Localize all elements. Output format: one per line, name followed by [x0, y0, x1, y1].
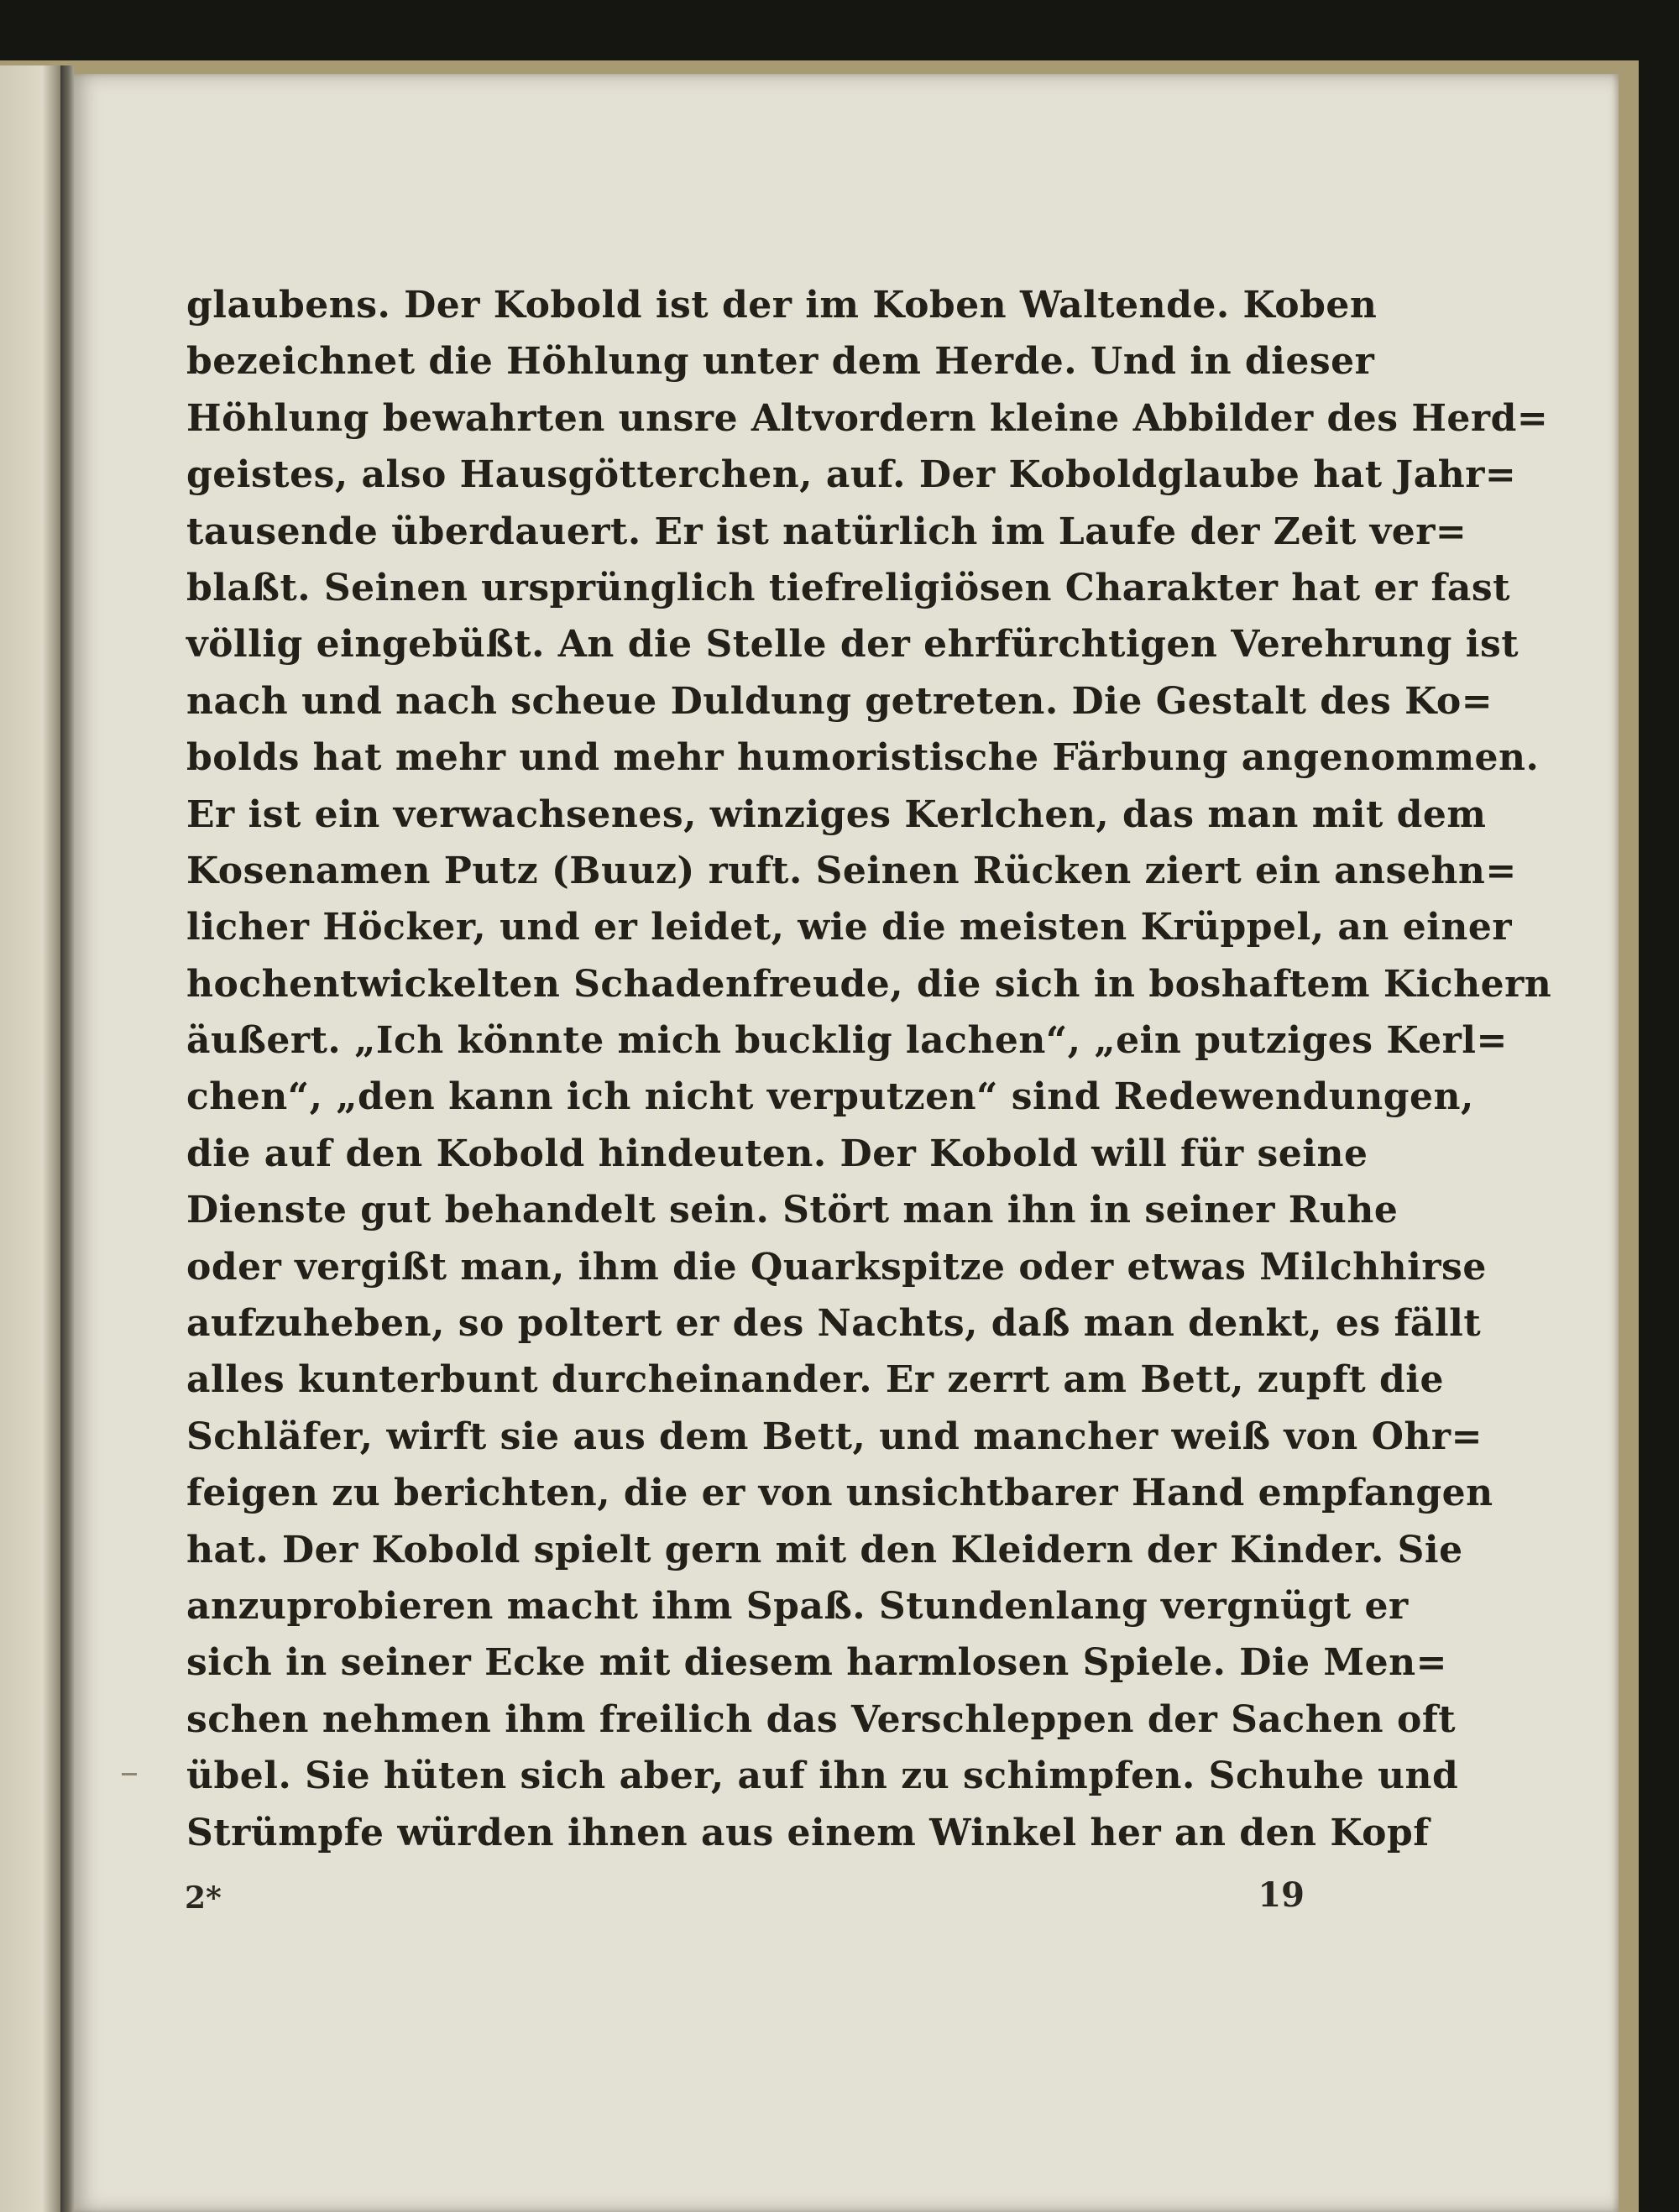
signature-mark: 2* — [185, 1880, 222, 1916]
book-gutter — [60, 65, 74, 2212]
page-text — [186, 277, 1552, 1861]
text-line: bezeichnet die Höhlung unter dem Herde. Und in dieser — [186, 340, 1375, 384]
text-line: Strümpfe würden ihnen aus einem Winkel her an den Kopf — [186, 1811, 1430, 1854]
text-line: Dienste gut behandelt sein. Stört man ihn in seiner Ruhe — [186, 1189, 1399, 1232]
text-line: völlig eingebüßt. An die Stelle der ehrfürchtigen Verehrung ist — [186, 623, 1519, 667]
text-line: Er ist ein verwachsenes, winziges Kerlchen, das man mit dem — [186, 792, 1487, 836]
text-line: hochentwickelten Schadenfreude, die sich in boshaftem Kichern — [186, 962, 1552, 1006]
text-line: glaubens. Der Kobold ist der im Koben Waltende. Koben — [186, 284, 1378, 327]
text-line: Höhlung bewahrten unsre Altvordern kleine Abbilder des Herd= — [186, 396, 1549, 440]
text-line: äußert. „Ich könnte mich bucklig lachen“, „ein putziges Kerl= — [186, 1019, 1508, 1063]
text-line: hat. Der Kobold spielt gern mit den Kleidern der Kinder. Sie — [186, 1528, 1463, 1571]
page-number: 19 — [1258, 1875, 1305, 1915]
text-line: oder vergißt man, ihm die Quarkspitze oder etwas Milchhirse — [186, 1245, 1487, 1289]
text-line: licher Höcker, und er leidet, wie die meisten Krüppel, an einer — [186, 906, 1513, 949]
text-line: geistes, also Hausgötterchen, auf. Der Koboldglaube hat Jahr= — [186, 453, 1517, 497]
text-line: alles kunterbunt durcheinander. Er zerrt am Bett, zupft die — [186, 1358, 1444, 1402]
text-line: sich in seiner Ecke mit diesem harmlosen Spiele. Die Men= — [186, 1641, 1447, 1685]
text-line: die auf den Kobold hindeuten. Der Kobold will für seine — [186, 1132, 1368, 1175]
margin-mark — [122, 1773, 137, 1775]
text-line: blaßt. Seinen ursprünglich tiefreligiösen Charakter hat er fast — [186, 566, 1510, 609]
text-line: nach und nach scheue Duldung getreten. Die Gestalt des Ko= — [186, 679, 1493, 723]
text-line: tausende überdauert. Er ist natürlich im Laufe der Zeit ver= — [186, 510, 1467, 553]
text-line: Kosenamen Putz (Buuz) ruft. Seinen Rücken ziert ein ansehn= — [186, 849, 1517, 892]
text-line: feigen zu berichten, die er von unsichtbarer Hand empfangen — [186, 1472, 1493, 1515]
text-line: anzuprobieren macht ihm Spaß. Stundenlang vergnügt er — [186, 1584, 1409, 1628]
text-line: schen nehmen ihm freilich das Verschleppen der Sachen oft — [186, 1697, 1457, 1741]
text-line: bolds hat mehr und mehr humoristische Färbung angenommen. — [186, 736, 1540, 780]
text-line: chen“, „den kann ich nicht verputzen“ sind Redewendungen, — [186, 1075, 1474, 1119]
text-line: Schläfer, wirft sie aus dem Bett, und mancher weiß von Ohr= — [186, 1415, 1483, 1458]
text-line: übel. Sie hüten sich aber, auf ihn zu schimpfen. Schuhe und — [186, 1754, 1459, 1798]
left-page-edge — [0, 65, 60, 2212]
text-line: aufzuheben, so poltert er des Nachts, daß man denkt, es fällt — [186, 1302, 1482, 1346]
